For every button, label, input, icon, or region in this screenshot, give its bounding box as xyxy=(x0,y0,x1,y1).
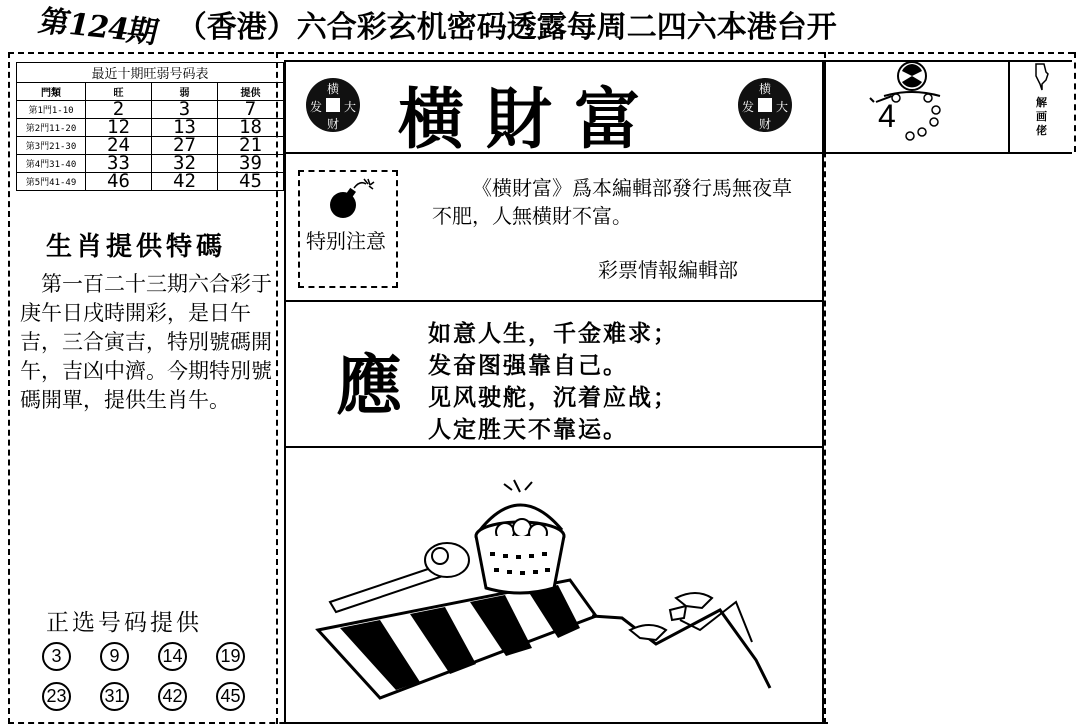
notice-signature: 彩票情報編輯部 xyxy=(598,258,738,282)
table-header: 提供 xyxy=(218,83,284,101)
headline: （香港）六合彩玄机密码透露每周二四六本港台开 xyxy=(176,10,837,45)
header-title xyxy=(35,2,1070,51)
coin-icon: 横 发 大 财 xyxy=(306,78,360,132)
number-ball: 19 xyxy=(216,642,245,671)
selection-title: 正选号码提供 xyxy=(46,610,202,636)
hint-label: 解画佬 xyxy=(1036,96,1047,137)
issue-number: 第124期 xyxy=(35,4,161,51)
figure-icon xyxy=(862,58,962,150)
brand-title: 横財富 xyxy=(398,80,662,158)
table-caption: 最近十期旺弱号码表 xyxy=(17,63,284,83)
picnic-illustration xyxy=(300,470,800,710)
poem-line: 人定胜天不靠运。 xyxy=(428,416,628,443)
table-row: 第2門11-20 12 13 18 xyxy=(17,119,284,137)
top-rule xyxy=(8,52,1074,54)
number-ball: 45 xyxy=(216,682,245,711)
pointing-hand-icon xyxy=(1032,62,1052,92)
number-ball: 14 xyxy=(158,642,187,671)
bomb-icon xyxy=(326,176,382,220)
coin-icon: 横 发 大 财 xyxy=(738,78,792,132)
number-ball: 31 xyxy=(100,682,129,711)
zodiac-title: 生肖提供特碼 xyxy=(46,232,227,262)
number-ball: 23 xyxy=(42,682,71,711)
number-ball: 3 xyxy=(42,642,71,671)
table-header: 弱 xyxy=(152,83,218,101)
notice-text: 《横財富》爲本編輯部發行馬無夜草不肥，人無横財不富。 xyxy=(432,176,792,228)
poem-line: 发奋图强靠自己。 xyxy=(428,352,628,379)
table-row: 第1門1-10 2 3 7 xyxy=(17,101,284,119)
zodiac-paragraph: 第一百二十三期六合彩于庚午日戌時開彩，是日午吉，三合寅吉，特別號碼開午，吉凶中濟。今期特別號碼開單，提供生肖牛。 xyxy=(20,272,272,412)
number-ball: 42 xyxy=(158,682,187,711)
table-row: 第5門41-49 46 42 45 xyxy=(17,173,284,191)
hot-cold-table xyxy=(16,62,284,191)
far-right-rule xyxy=(1074,52,1076,152)
poem-character: 應 xyxy=(336,346,402,424)
table-row: 第4門31-40 33 32 39 xyxy=(17,155,284,173)
notice-label: 特别注意 xyxy=(306,229,386,253)
table-header: 旺 xyxy=(86,83,152,101)
poem-line: 如意人生，千金难求； xyxy=(428,320,678,347)
hint-number: 4 xyxy=(878,98,896,134)
table-header: 門類 xyxy=(17,83,86,101)
poem-line: 见风驶舵，沉着应战； xyxy=(428,384,678,411)
number-ball: 9 xyxy=(100,642,129,671)
table-row: 第3門21-30 24 27 21 xyxy=(17,137,284,155)
left-rule xyxy=(8,52,10,724)
